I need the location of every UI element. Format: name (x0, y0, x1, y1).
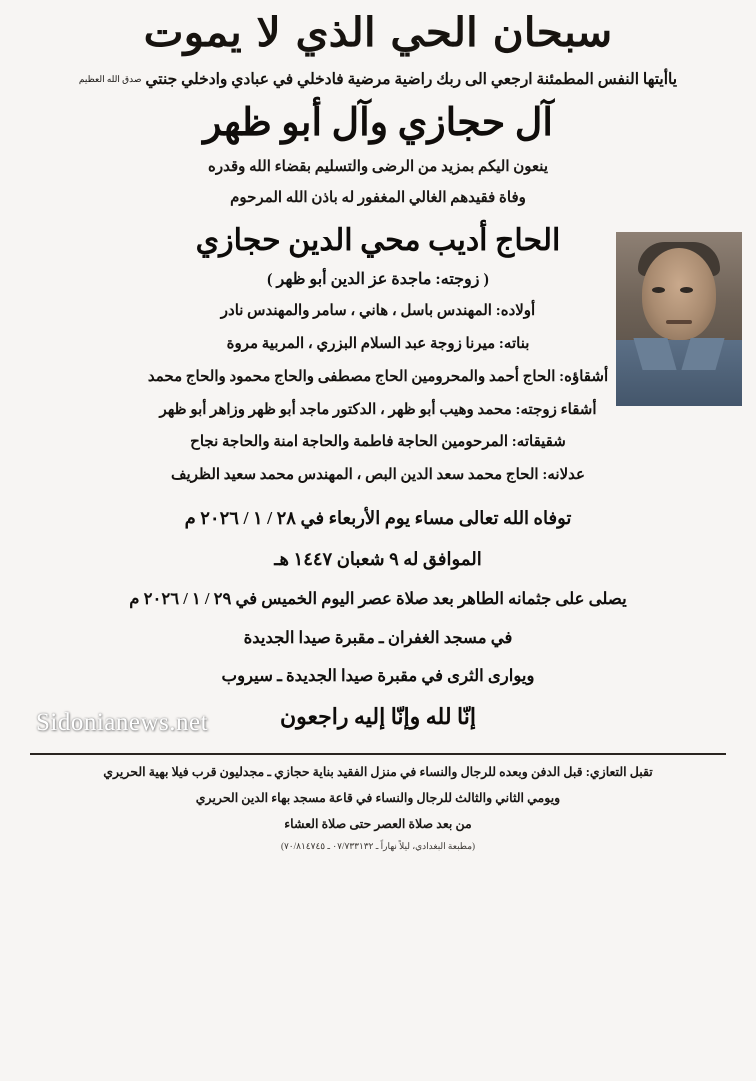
deceased-portrait-photo (616, 232, 742, 406)
quran-verse-text: ياأيتها النفس المطمئنة ارجعي الى ربك راضية مرضية فادخلي في عبادي وادخلي جنتي (145, 71, 678, 88)
burial-line: ويوارى الثرى في مقبرة صيدا الجديدة ـ سيروب (221, 666, 535, 686)
condolences-line-3: من بعد صلاة العصر حتى صلاة العشاء (284, 816, 472, 831)
relation-row (34, 465, 722, 487)
bismillah-calligraphy: سبحان الحي الذي لا يموت (143, 9, 613, 56)
portrait-mouth (666, 320, 692, 324)
hijri-date-line: الموافق له ٩ شعبان ١٤٤٧ هـ (274, 548, 482, 569)
section-divider (30, 753, 726, 755)
relation-label: شقيقاته: (511, 434, 566, 451)
portrait-eye-right (680, 287, 693, 293)
announcement-line-1: ينعون اليكم بمزيد من الرضى والتسليم بقضاء الله وقدره (207, 158, 548, 175)
printer-credit: (مطبعة البغدادي، ليلاً نهاراً ـ ٠٧/٧٣٣١٣٢ ـ ٧٠/٨١٤٧٤٥) (280, 841, 476, 852)
deceased-name: الحاج أديب محي الدين حجازي (195, 223, 561, 257)
quran-verse-note: صدق الله العظيم (78, 74, 142, 84)
prayer-time-line: يصلى على جثمانه الطاهر بعد صلاة عصر اليوم الخميس في ٢٩ / ١ / ٢٠٢٦ م (129, 588, 627, 608)
relation-label: أشقاء زوجته: (515, 401, 597, 418)
relation-label: أولاده: (495, 303, 536, 320)
site-watermark: Sidonianews.net (36, 709, 209, 737)
relation-label: عدلانه: (542, 467, 585, 484)
wife-line: ( زوجته: ماجدة عز الدين أبو ظهر ) (267, 271, 489, 289)
relation-value: المرحومين الحاجة فاطمة والحاجة امنة والحاجة نجاح (190, 434, 509, 451)
date-block (26, 505, 730, 689)
announcement-line-2: وفاة فقيدهم الغالي المغفور له باذن الله المرحوم (230, 190, 526, 207)
relation-row (34, 432, 722, 454)
closing-verse: إنّا لله وإنّا إليه راجعون (279, 704, 476, 730)
condolences-line-2: ويومي الثاني والثالث للرجال والنساء في قاعة مسجد بهاء الدين الحريري (195, 790, 561, 805)
portrait-head (642, 248, 716, 340)
relation-value: ميرنا زوجة عبد السلام البزري ، المربية مروة (226, 336, 496, 353)
relation-value: المهندس باسل ، هاني ، سامر والمهندس نادر (220, 303, 492, 320)
relation-value: الحاج أحمد والمحرومين الحاج مصطفى والحاج محمود والحاج محمد (147, 368, 556, 385)
portrait-shirt (616, 340, 742, 406)
relation-value: محمد وهيب أبو ظهر ، الدكتور ماجد أبو ظهر وزاهر أبو ظهر (159, 401, 512, 418)
relation-label: بناته: (498, 336, 530, 353)
mosque-line: في مسجد الغفران ـ مقبرة صيدا الجديدة (243, 627, 513, 647)
condolences-line-1: تقبل التعازي: قبل الدفن وبعده للرجال والنساء في منزل الفقيد بناية حجازي ـ مجدليون قرب فيلا بهية الحريري (103, 765, 653, 780)
families-title: آل حجازي وآل أبو ظهر (203, 102, 553, 145)
relation-label: أشقاؤه: (559, 368, 609, 385)
death-date-line: توفاه الله تعالى مساء يوم الأربعاء في ٢٨ / ١ / ٢٠٢٦ م (184, 507, 572, 528)
closing-row (26, 703, 730, 743)
portrait-eye-left (652, 287, 665, 293)
quran-verse (26, 68, 730, 91)
relation-value: الحاج محمد سعد الدين البص ، المهندس محمد سعيد الظريف (171, 467, 539, 484)
